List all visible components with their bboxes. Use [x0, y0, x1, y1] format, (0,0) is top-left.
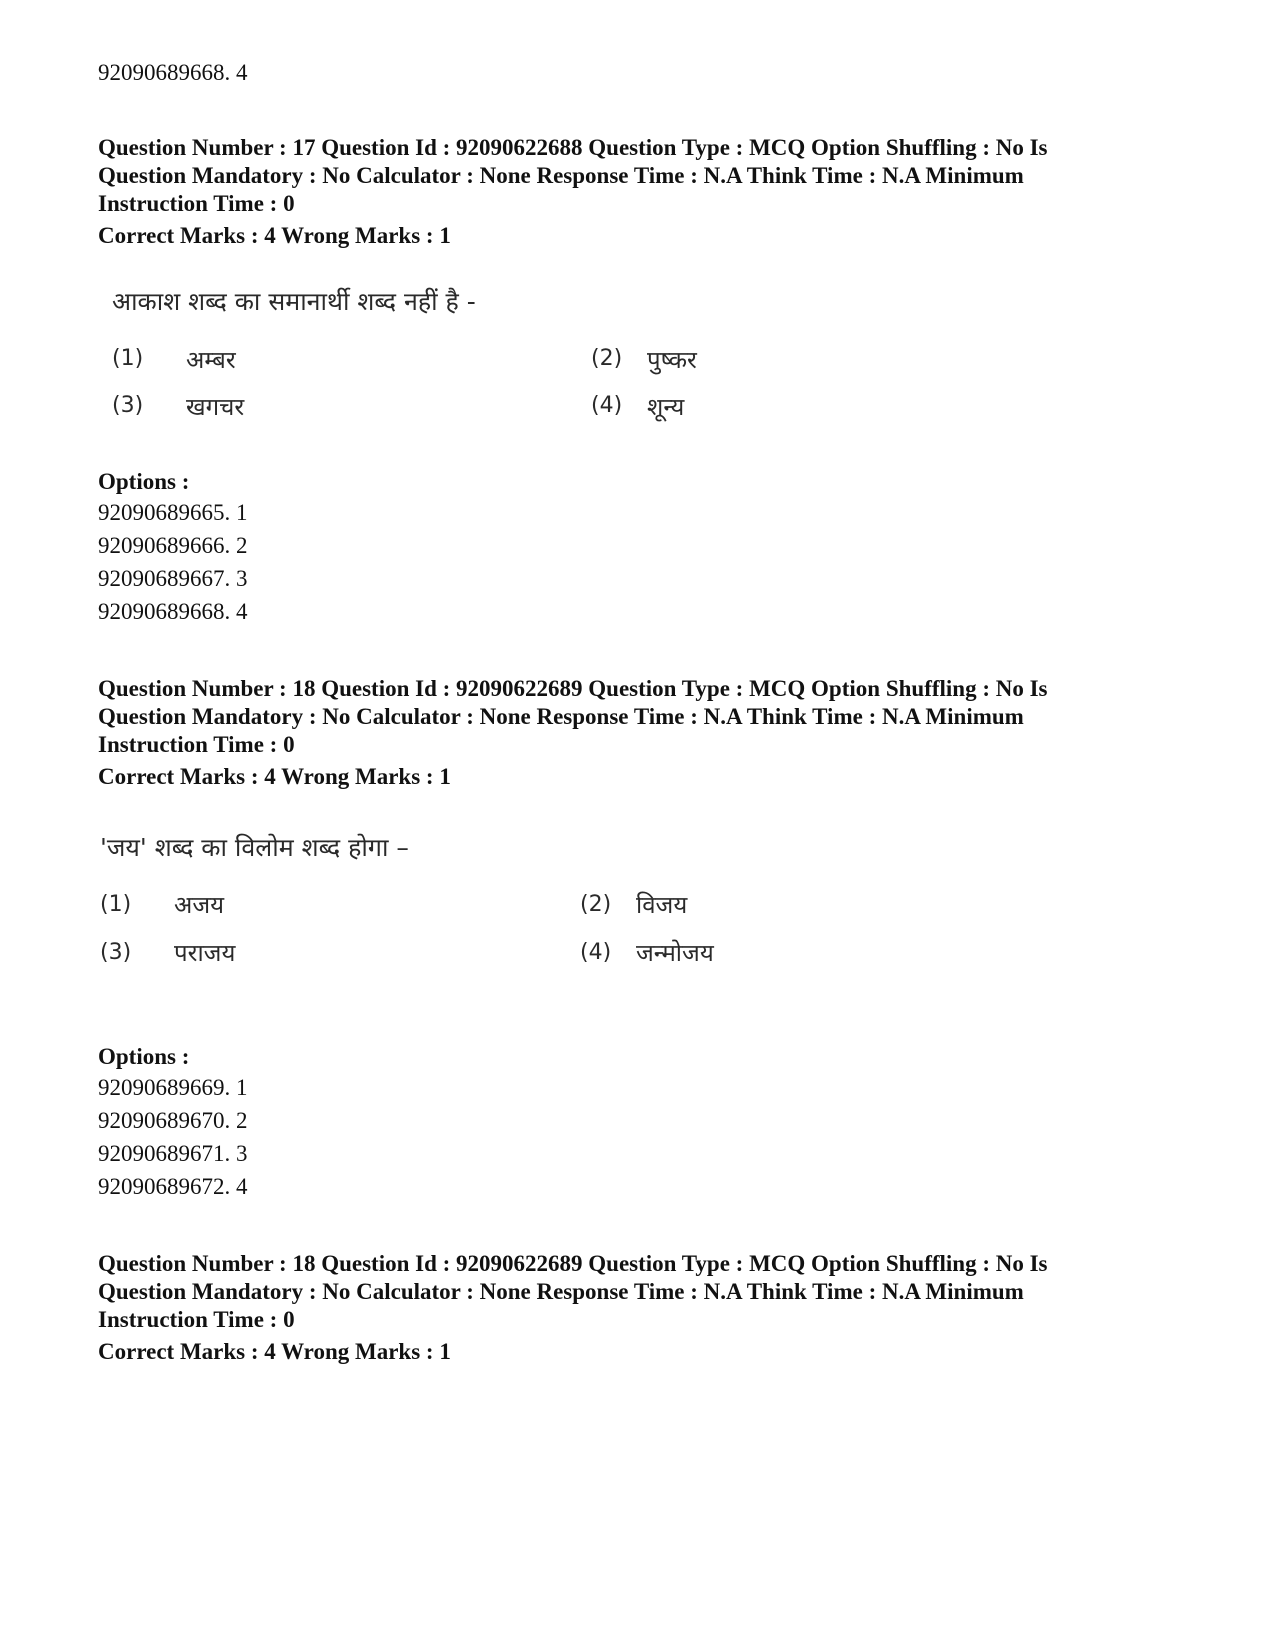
q17-choice-3-number: (3) [112, 393, 144, 418]
q17-choice-1-number: (1) [112, 346, 144, 371]
q18b-meta-line-1: Question Number : 18 Question Id : 92090622689 Question Type : MCQ Option Shuffling : No Is [98, 1251, 1048, 1276]
q18-choice-4-number: (4) [580, 940, 612, 965]
q18-option-3: 92090689671. 3 [98, 1141, 248, 1166]
q18-meta-line-2: Question Mandatory : No Calculator : None Response Time : N.A Think Time : N.A Minimum [98, 704, 1024, 729]
question-18-meta [98, 675, 1198, 759]
q18-choice-1-number: (1) [100, 892, 132, 917]
question-18b-meta [98, 1250, 1198, 1334]
q17-meta-line-1: Question Number : 17 Question Id : 92090622688 Question Type : MCQ Option Shuffling : No Is [98, 135, 1048, 160]
q18-question-text: 'जय' शब्द का विलोम शब्द होगा – [100, 833, 409, 862]
q17-option-1: 92090689665. 1 [98, 500, 248, 525]
q17-choice-4-number: (4) [591, 393, 623, 418]
q18-option-4: 92090689672. 4 [98, 1174, 248, 1199]
question-17-meta [98, 134, 1198, 218]
q17-option-3: 92090689667. 3 [98, 566, 248, 591]
q18b-meta-line-2: Question Mandatory : No Calculator : None Response Time : N.A Think Time : N.A Minimum [98, 1279, 1024, 1304]
q18-meta-line-3: Instruction Time : 0 [98, 732, 295, 757]
q18b-meta-line-3: Instruction Time : 0 [98, 1307, 295, 1332]
q17-option-4: 92090689668. 4 [98, 599, 248, 624]
q18-marks: Correct Marks : 4 Wrong Marks : 1 [98, 764, 451, 789]
q18-option-2: 92090689670. 2 [98, 1108, 248, 1133]
q17-marks: Correct Marks : 4 Wrong Marks : 1 [98, 223, 451, 248]
q17-question-text: आकाश शब्द का समानार्थी शब्द नहीं है - [112, 287, 476, 316]
q18-options-label: Options : [98, 1044, 190, 1069]
q18-choice-3-number: (3) [100, 940, 132, 965]
prev-option-line: 92090689668. 4 [98, 60, 248, 85]
q17-choice-1-text: अम्बर [186, 346, 236, 374]
q17-choice-3-text: खगचर [186, 393, 245, 421]
q18-choice-2-text: विजय [636, 891, 688, 919]
q18-meta-line-1: Question Number : 18 Question Id : 92090622689 Question Type : MCQ Option Shuffling : No Is [98, 676, 1048, 701]
q17-choice-2-text: पुष्कर [647, 346, 697, 374]
q18-choice-2-number: (2) [580, 892, 612, 917]
q18-choice-4-text: जन्मोजय [636, 939, 714, 967]
q17-choice-4-text: शून्य [647, 393, 685, 421]
q17-meta-line-2: Question Mandatory : No Calculator : None Response Time : N.A Think Time : N.A Minimum [98, 163, 1024, 188]
q17-meta-line-3: Instruction Time : 0 [98, 191, 295, 216]
q18-option-1: 92090689669. 1 [98, 1075, 248, 1100]
q18b-marks: Correct Marks : 4 Wrong Marks : 1 [98, 1339, 451, 1364]
q17-choice-2-number: (2) [591, 346, 623, 371]
q18-choice-1-text: अजय [174, 891, 225, 919]
q18-choice-3-text: पराजय [174, 939, 236, 967]
q17-options-label: Options : [98, 469, 190, 494]
q17-option-2: 92090689666. 2 [98, 533, 248, 558]
